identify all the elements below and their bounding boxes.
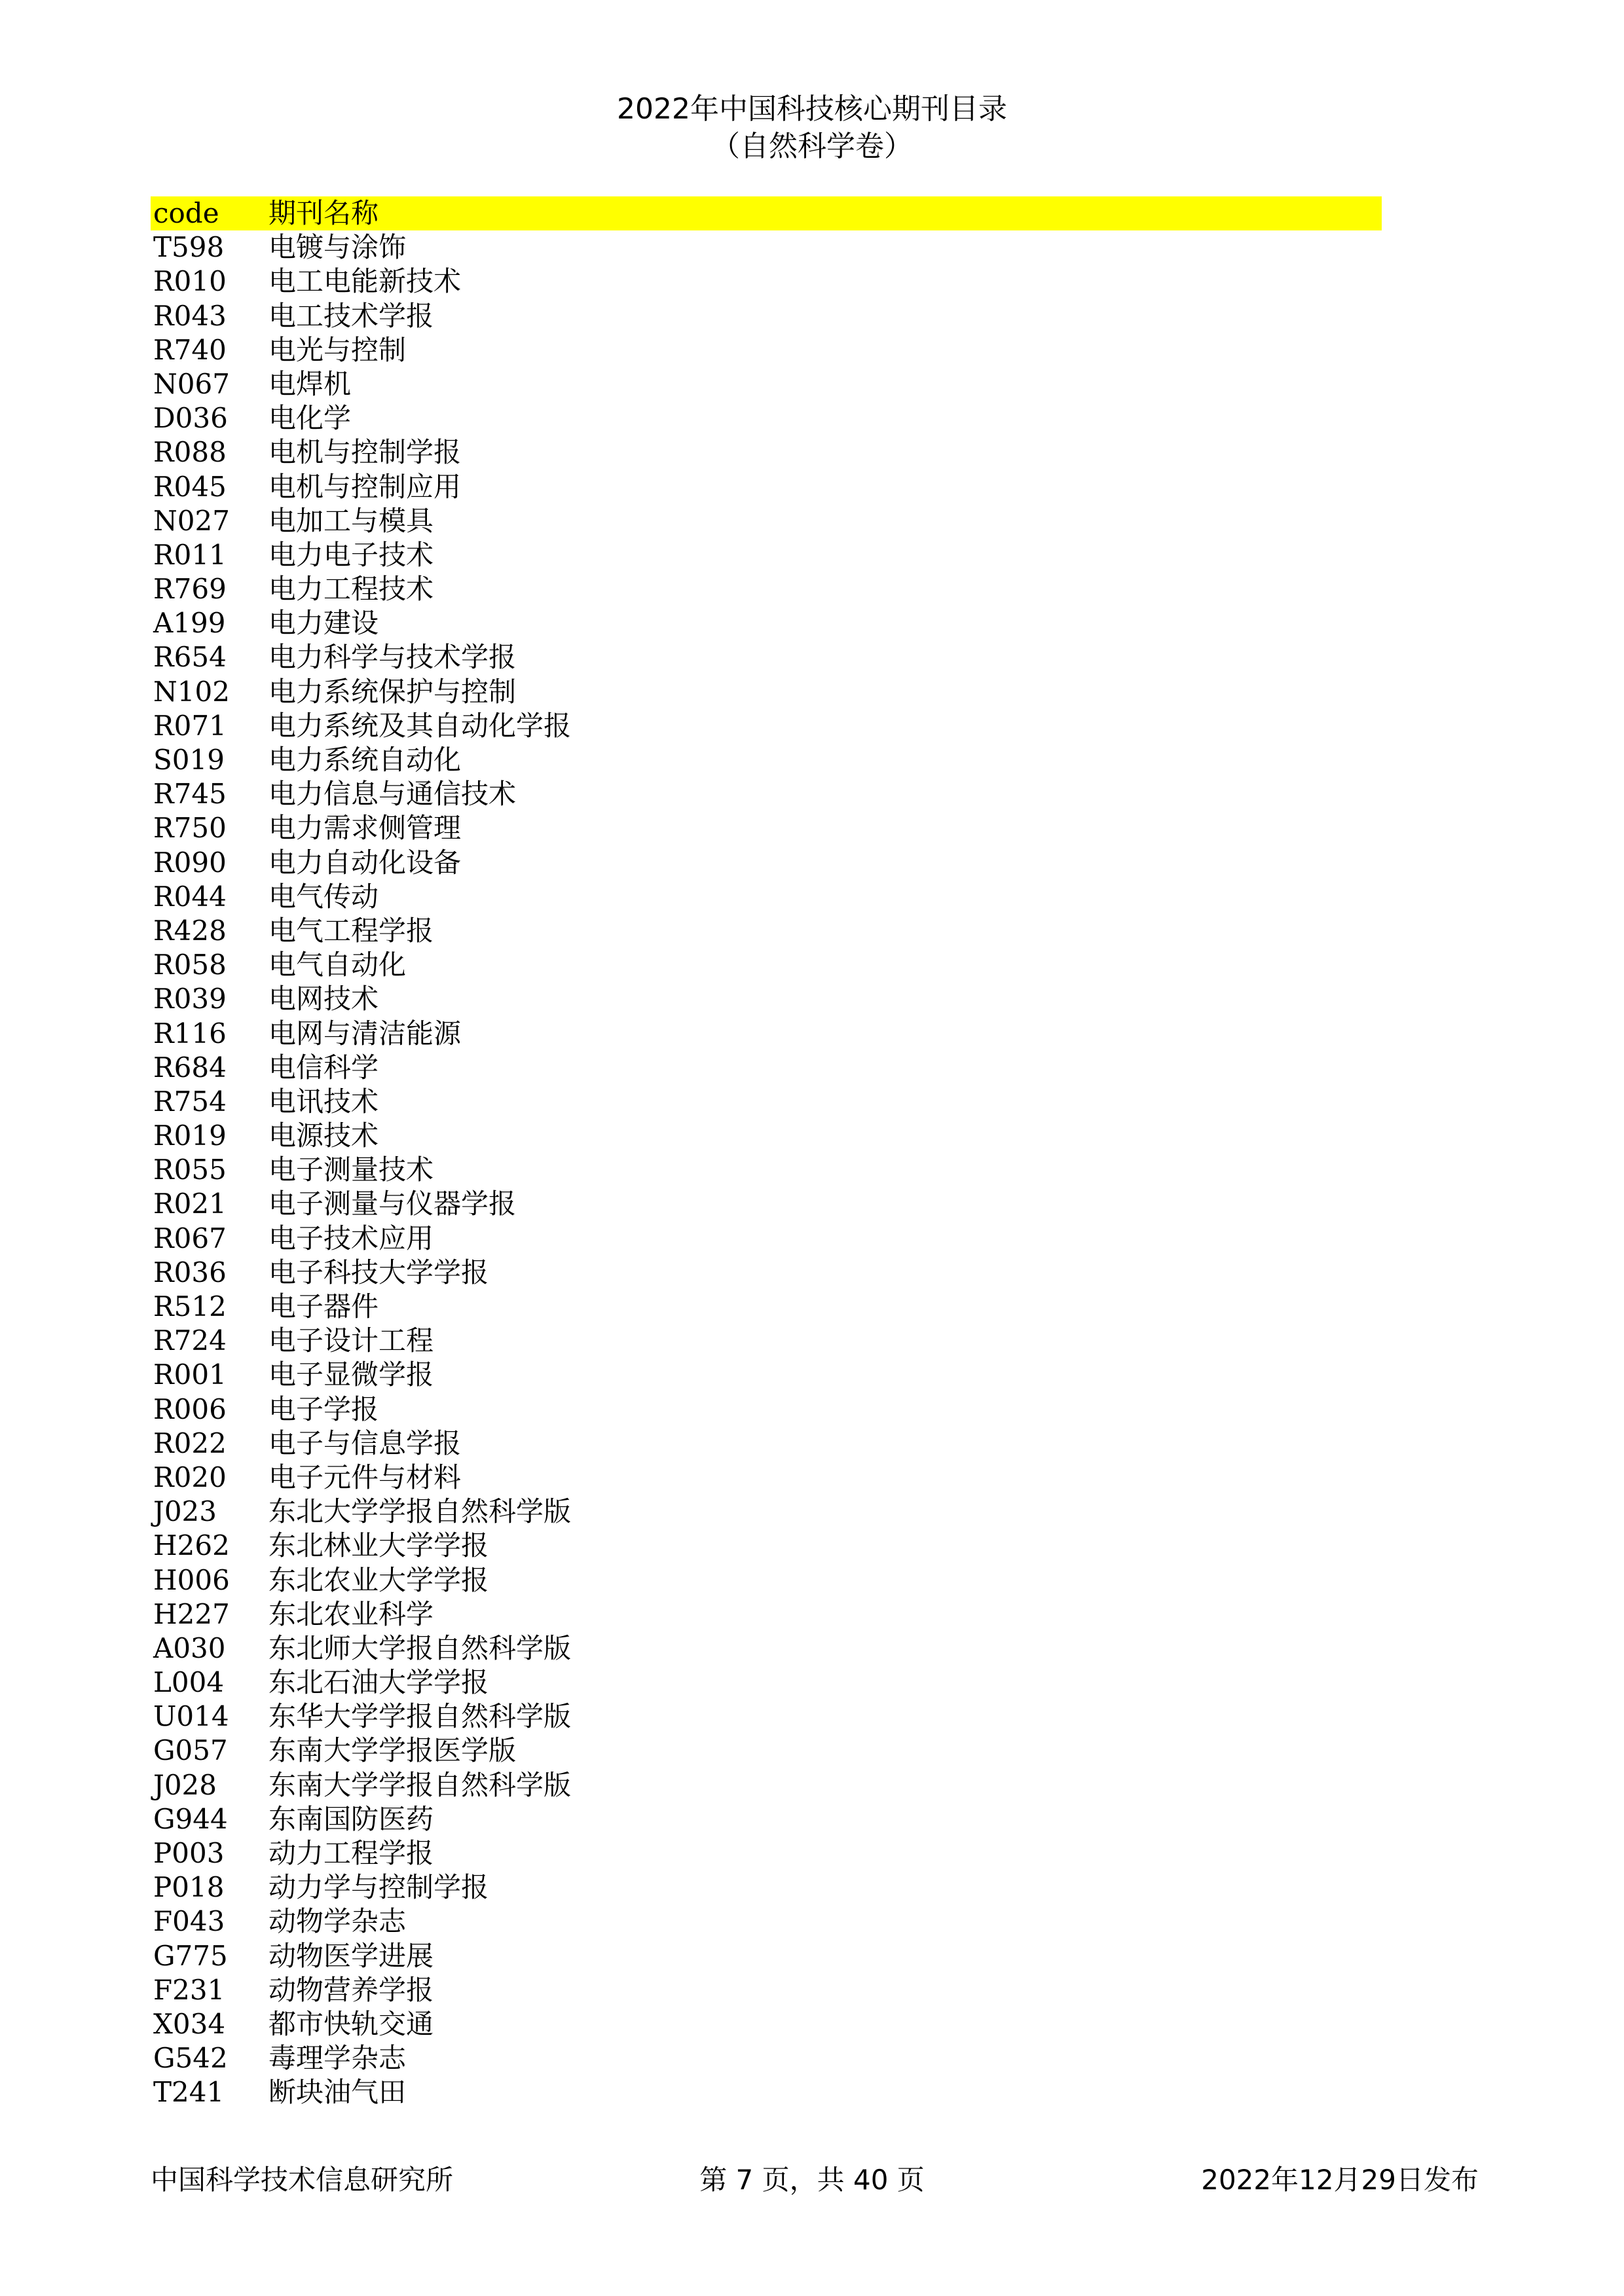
table-row — [151, 470, 1382, 504]
table-row — [151, 743, 1382, 777]
table-row — [151, 1563, 1382, 1597]
table-row — [151, 880, 1382, 914]
journal-code: R036 — [153, 1256, 227, 1288]
journal-code: R045 — [153, 470, 227, 503]
page-title: 2022年中国科技核心期刊目录 — [617, 92, 1007, 126]
journal-code: F043 — [153, 1905, 225, 1938]
journal-name: 断块油气田 — [268, 2076, 407, 2109]
table-row — [151, 1256, 1382, 1290]
journal-code: R039 — [153, 983, 227, 1015]
journal-code: T598 — [153, 231, 225, 264]
journal-name: 电子技术应用 — [268, 1222, 434, 1254]
table-header-row — [151, 196, 1382, 230]
table-body — [151, 230, 1382, 2109]
journal-name: 东北农业大学学报 — [268, 1563, 489, 1596]
journal-name: 东南国防医药 — [268, 1802, 434, 1835]
journal-name: 电子科技大学学报 — [268, 1256, 489, 1288]
journal-code: A030 — [153, 1631, 226, 1664]
journal-name: 动力学与控制学报 — [268, 1871, 489, 1904]
journal-name: 电子器件 — [268, 1290, 379, 1322]
journal-name: 动物医学进展 — [268, 1939, 434, 1972]
table-row — [151, 264, 1382, 299]
journal-code: R006 — [153, 1393, 227, 1425]
journal-name: 电气传动 — [268, 880, 379, 913]
table-row — [151, 2075, 1382, 2109]
journal-name: 电力建设 — [268, 607, 379, 640]
journal-name: 毒理学杂志 — [268, 2042, 407, 2075]
table-row — [151, 1358, 1382, 1392]
table-row — [151, 1393, 1382, 1427]
journal-code: R754 — [153, 1085, 227, 1118]
journal-code: R740 — [153, 333, 227, 366]
journal-name: 电机与控制学报 — [268, 436, 462, 469]
journal-name: 电力电子技术 — [268, 538, 434, 571]
journal-name: 动物营养学报 — [268, 1973, 434, 2006]
table-row — [151, 538, 1382, 572]
journal-name: 动物学杂志 — [268, 1905, 407, 1938]
table-row — [151, 1631, 1382, 1666]
journal-name: 电子元件与材料 — [268, 1461, 462, 1493]
journal-name: 电讯技术 — [268, 1085, 379, 1118]
journal-code: R043 — [153, 299, 227, 332]
table-row — [151, 1017, 1382, 1051]
journal-code: R428 — [153, 914, 227, 947]
journal-name: 电子测量技术 — [268, 1154, 434, 1186]
table-row — [151, 299, 1382, 333]
journal-name: 电气工程学报 — [268, 914, 434, 947]
journal-name: 电加工与模具 — [268, 504, 434, 537]
journal-name: 电子测量与仪器学报 — [268, 1188, 517, 1220]
journal-code: R010 — [153, 265, 227, 298]
table-row — [151, 1939, 1382, 1973]
journal-code: R011 — [153, 538, 227, 571]
journal-code: P018 — [153, 1871, 225, 1904]
journal-name: 东北林业大学学报 — [268, 1529, 489, 1562]
journal-code: N102 — [153, 675, 230, 708]
journal-code: R724 — [153, 1324, 227, 1357]
header-journal-name: 期刊名称 — [268, 197, 379, 229]
journal-name: 东南大学学报医学版 — [268, 1734, 517, 1767]
journal-name: 电光与控制 — [268, 333, 407, 366]
journal-name: 电力自动化设备 — [268, 846, 462, 879]
journal-code: H227 — [153, 1597, 230, 1630]
table-row — [151, 2041, 1382, 2075]
journal-name: 东华大学学报自然科学版 — [268, 1700, 572, 1733]
journal-code: U014 — [153, 1700, 229, 1733]
title-block — [0, 90, 1624, 165]
journal-name: 电气自动化 — [268, 949, 407, 981]
table-row — [151, 1529, 1382, 1563]
journal-code: R512 — [153, 1290, 227, 1322]
journal-code: R058 — [153, 949, 227, 981]
table-row — [151, 1666, 1382, 1700]
table-row — [151, 1734, 1382, 1768]
journal-code: J028 — [153, 1768, 217, 1801]
table-row — [151, 1153, 1382, 1187]
journal-name: 东北石油大学学报 — [268, 1666, 489, 1699]
journal-code: R684 — [153, 1051, 227, 1084]
table-row — [151, 1700, 1382, 1734]
journal-code: X034 — [153, 2007, 226, 2040]
journal-code: R020 — [153, 1461, 227, 1493]
table-row — [151, 777, 1382, 811]
table-row — [151, 1597, 1382, 1631]
journal-code: A199 — [153, 607, 226, 640]
journal-name: 电力系统自动化 — [268, 744, 462, 776]
journal-name: 电力信息与通信技术 — [268, 778, 517, 811]
journal-code: R021 — [153, 1188, 227, 1220]
journal-name: 电镀与涂饰 — [268, 231, 407, 264]
journal-code: R088 — [153, 436, 227, 469]
table-row — [151, 333, 1382, 367]
journal-code: R116 — [153, 1017, 227, 1049]
table-row — [151, 948, 1382, 982]
journal-code: P003 — [153, 1837, 225, 1869]
table-row — [151, 606, 1382, 640]
table-row — [151, 1051, 1382, 1085]
page-subtitle: （自然科学卷） — [711, 130, 913, 163]
journal-name: 电化学 — [268, 402, 352, 435]
table-row — [151, 640, 1382, 674]
journal-code: R090 — [153, 846, 227, 879]
table-row — [151, 709, 1382, 743]
table-row — [151, 1290, 1382, 1324]
footer-publisher: 中国科学技术信息研究所 — [151, 2164, 454, 2196]
journal-table — [151, 196, 1382, 2110]
table-row — [151, 1119, 1382, 1153]
table-row — [151, 1836, 1382, 1870]
journal-code: G542 — [153, 2042, 228, 2075]
journal-code: H006 — [153, 1563, 230, 1596]
journal-name: 电力工程技术 — [268, 573, 434, 606]
table-row — [151, 1495, 1382, 1529]
table-row — [151, 1768, 1382, 1802]
table-row — [151, 1802, 1382, 1836]
journal-name: 东北农业科学 — [268, 1597, 434, 1630]
table-row — [151, 1973, 1382, 2007]
table-row — [151, 435, 1382, 469]
journal-code: R071 — [153, 709, 227, 742]
journal-name: 电子学报 — [268, 1393, 379, 1425]
table-row — [151, 1324, 1382, 1358]
table-row — [151, 1904, 1382, 1939]
table-row — [151, 914, 1382, 948]
journal-name: 电子显微学报 — [268, 1358, 434, 1391]
table-row — [151, 1870, 1382, 1904]
journal-name: 都市快轨交通 — [268, 2007, 434, 2040]
journal-code: S019 — [153, 744, 225, 776]
journal-name: 电网技术 — [268, 983, 379, 1015]
journal-name: 电力需求侧管理 — [268, 812, 462, 845]
footer-page-number: 第 7 页，共 40 页 — [699, 2164, 925, 2196]
journal-code: R750 — [153, 812, 227, 845]
journal-code: R055 — [153, 1154, 227, 1186]
table-row — [151, 982, 1382, 1016]
journal-name: 电网与清洁能源 — [268, 1017, 462, 1049]
journal-code: H262 — [153, 1529, 230, 1562]
table-row — [151, 230, 1382, 264]
table-row — [151, 504, 1382, 538]
journal-name: 东北大学学报自然科学版 — [268, 1495, 572, 1528]
journal-name: 电信科学 — [268, 1051, 379, 1084]
journal-code: R654 — [153, 641, 227, 674]
journal-code: L004 — [153, 1666, 225, 1699]
table-row — [151, 401, 1382, 435]
journal-code: N067 — [153, 367, 230, 400]
journal-name: 动力工程学报 — [268, 1837, 434, 1869]
journal-code: R001 — [153, 1358, 227, 1391]
journal-name: 电工技术学报 — [268, 299, 434, 332]
journal-name: 电力科学与技术学报 — [268, 641, 517, 674]
journal-name: 电力系统及其自动化学报 — [268, 709, 572, 742]
journal-name: 电子与信息学报 — [268, 1427, 462, 1459]
journal-code: R019 — [153, 1120, 227, 1152]
journal-code: J023 — [153, 1495, 217, 1528]
journal-code: R022 — [153, 1427, 227, 1459]
journal-code: G944 — [153, 1802, 228, 1835]
table-row — [151, 1461, 1382, 1495]
table-row — [151, 1222, 1382, 1256]
journal-name: 电源技术 — [268, 1120, 379, 1152]
journal-code: R769 — [153, 573, 227, 606]
journal-code: T241 — [153, 2076, 225, 2109]
table-row — [151, 367, 1382, 401]
header-code: code — [153, 197, 219, 229]
journal-code: R067 — [153, 1222, 227, 1254]
journal-name: 电子设计工程 — [268, 1324, 434, 1357]
table-row — [151, 1427, 1382, 1461]
table-row — [151, 1085, 1382, 1119]
journal-code: R745 — [153, 778, 227, 811]
journal-name: 电机与控制应用 — [268, 470, 462, 503]
table-row — [151, 811, 1382, 845]
journal-code: R044 — [153, 880, 227, 913]
table-row — [151, 572, 1382, 606]
journal-name: 东北师大学报自然科学版 — [268, 1631, 572, 1664]
journal-code: G775 — [153, 1939, 228, 1972]
table-row — [151, 846, 1382, 880]
journal-code: D036 — [153, 402, 228, 435]
journal-name: 电力系统保护与控制 — [268, 675, 517, 708]
journal-code: F231 — [153, 1973, 225, 2006]
journal-name: 东南大学学报自然科学版 — [268, 1768, 572, 1801]
journal-code: N027 — [153, 504, 230, 537]
footer-date: 2022年12月29日发布 — [1201, 2164, 1479, 2196]
journal-name: 电工电能新技术 — [268, 265, 462, 298]
table-row — [151, 2007, 1382, 2041]
table-row — [151, 1187, 1382, 1221]
journal-code: G057 — [153, 1734, 228, 1767]
table-row — [151, 675, 1382, 709]
journal-name: 电焊机 — [268, 367, 352, 400]
